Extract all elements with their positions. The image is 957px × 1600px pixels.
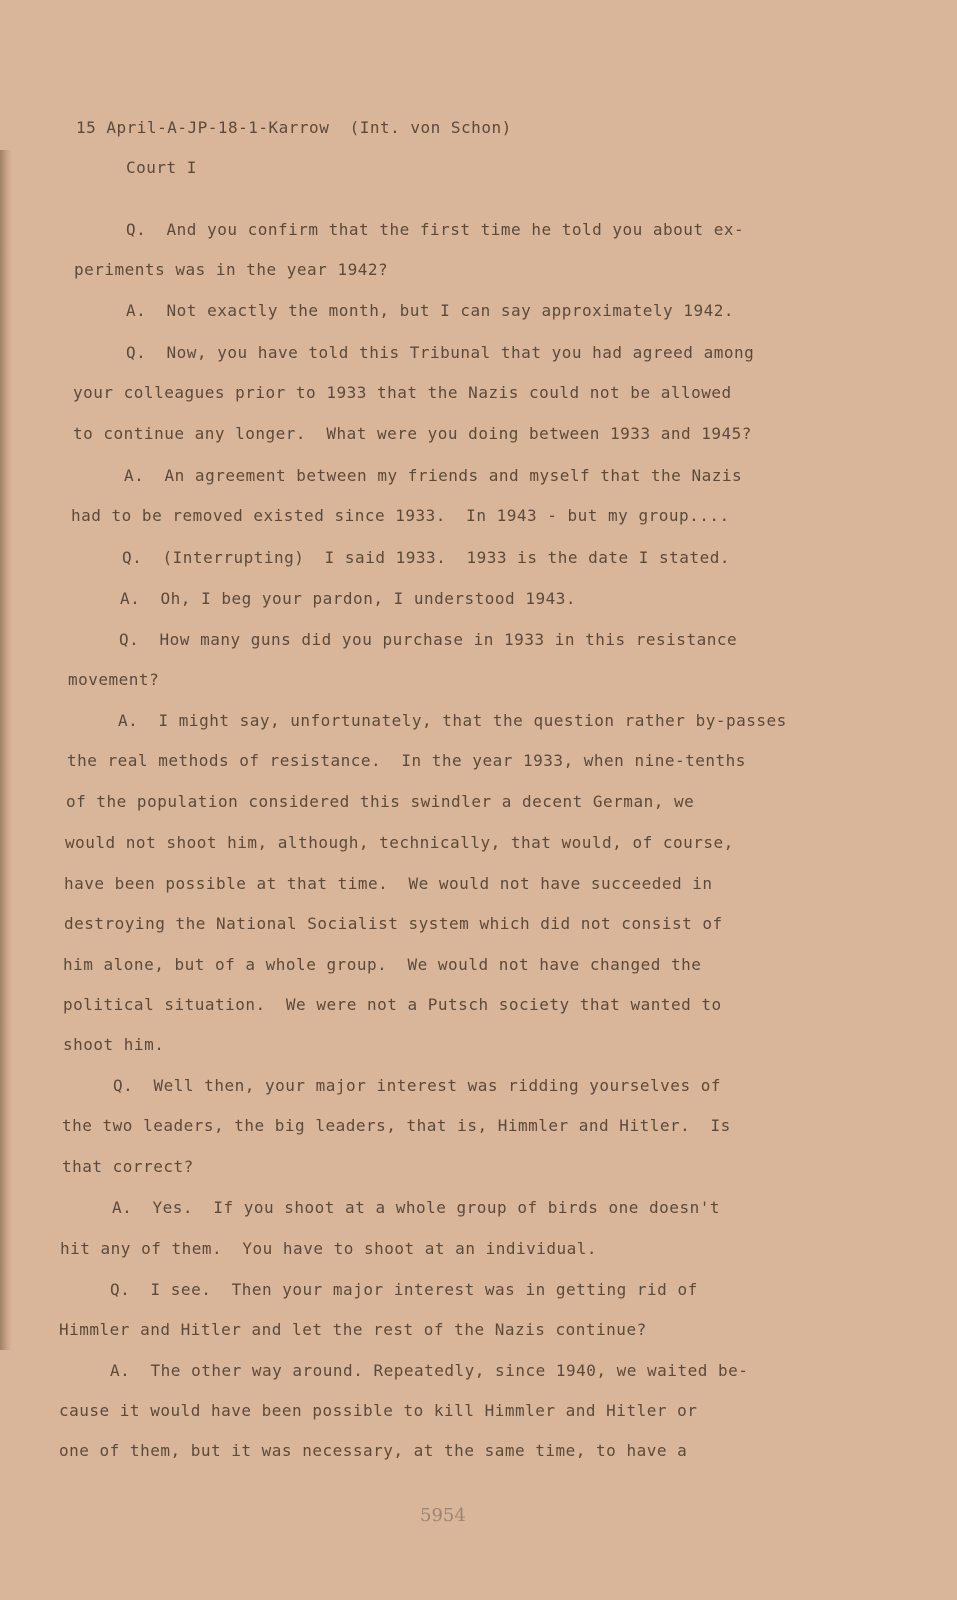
text-line: destroying the National Socialist system which did not consist of: [64, 914, 723, 933]
text-line: one of them, but it was necessary, at the same time, to have a: [59, 1441, 688, 1460]
text-line: Q. How many guns did you purchase in 1933 in this resistance: [119, 630, 738, 649]
text-line: have been possible at that time. We would not have succeeded in: [64, 874, 713, 893]
text-line: to continue any longer. What were you doing between 1933 and 1945?: [73, 424, 752, 443]
text-line: A. The other way around. Repeatedly, since 1940, we waited be-: [110, 1361, 749, 1380]
text-line: Q. I see. Then your major interest was in getting rid of: [110, 1280, 698, 1299]
text-line: that correct?: [62, 1157, 194, 1176]
text-line: the real methods of resistance. In the year 1933, when nine-tenths: [67, 751, 746, 770]
header-line-2: Court I: [126, 158, 197, 177]
text-line: Q. Well then, your major interest was ridding yourselves of: [113, 1076, 721, 1095]
text-line: shoot him.: [63, 1035, 165, 1054]
header-line-1: 15 April-A-JP-18-1-Karrow (Int. von Schon): [76, 118, 512, 137]
text-line: him alone, but of a whole group. We would not have changed the: [63, 955, 702, 974]
text-line: your colleagues prior to 1933 that the Nazis could not be allowed: [73, 383, 732, 402]
text-line: A. Oh, I beg your pardon, I understood 1943.: [120, 589, 576, 608]
text-line: A. Yes. If you shoot at a whole group of birds one doesn't: [112, 1198, 720, 1217]
text-line: movement?: [68, 670, 160, 689]
text-line: of the population considered this swindler a decent German, we: [66, 792, 695, 811]
text-line: cause it would have been possible to kill Himmler and Hitler or: [59, 1401, 698, 1420]
text-line: would not shoot him, although, technically, that would, of course,: [65, 833, 734, 852]
text-line: A. Not exactly the month, but I can say approximately 1942.: [126, 301, 734, 320]
text-line: periments was in the year 1942?: [74, 260, 389, 279]
text-line: the two leaders, the big leaders, that is, Himmler and Hitler. Is: [62, 1116, 731, 1135]
text-line: political situation. We were not a Putsch society that wanted to: [63, 995, 722, 1014]
text-line: A. I might say, unfortunately, that the question rather by-passes: [118, 711, 787, 730]
torn-left-edge: [0, 150, 12, 1350]
text-line: A. An agreement between my friends and myself that the Nazis: [124, 466, 743, 485]
text-line: hit any of them. You have to shoot at an individual.: [60, 1239, 598, 1258]
text-line: Q. (Interrupting) I said 1933. 1933 is the date I stated.: [122, 548, 730, 567]
text-line: Q. Now, you have told this Tribunal that you had agreed among: [126, 343, 755, 362]
text-line: Himmler and Hitler and let the rest of the Nazis continue?: [59, 1320, 647, 1339]
page-number: 5954: [420, 1505, 466, 1526]
text-line: Q. And you confirm that the first time he told you about ex-: [126, 220, 745, 239]
text-line: had to be removed existed since 1933. In 1943 - but my group....: [71, 506, 730, 525]
